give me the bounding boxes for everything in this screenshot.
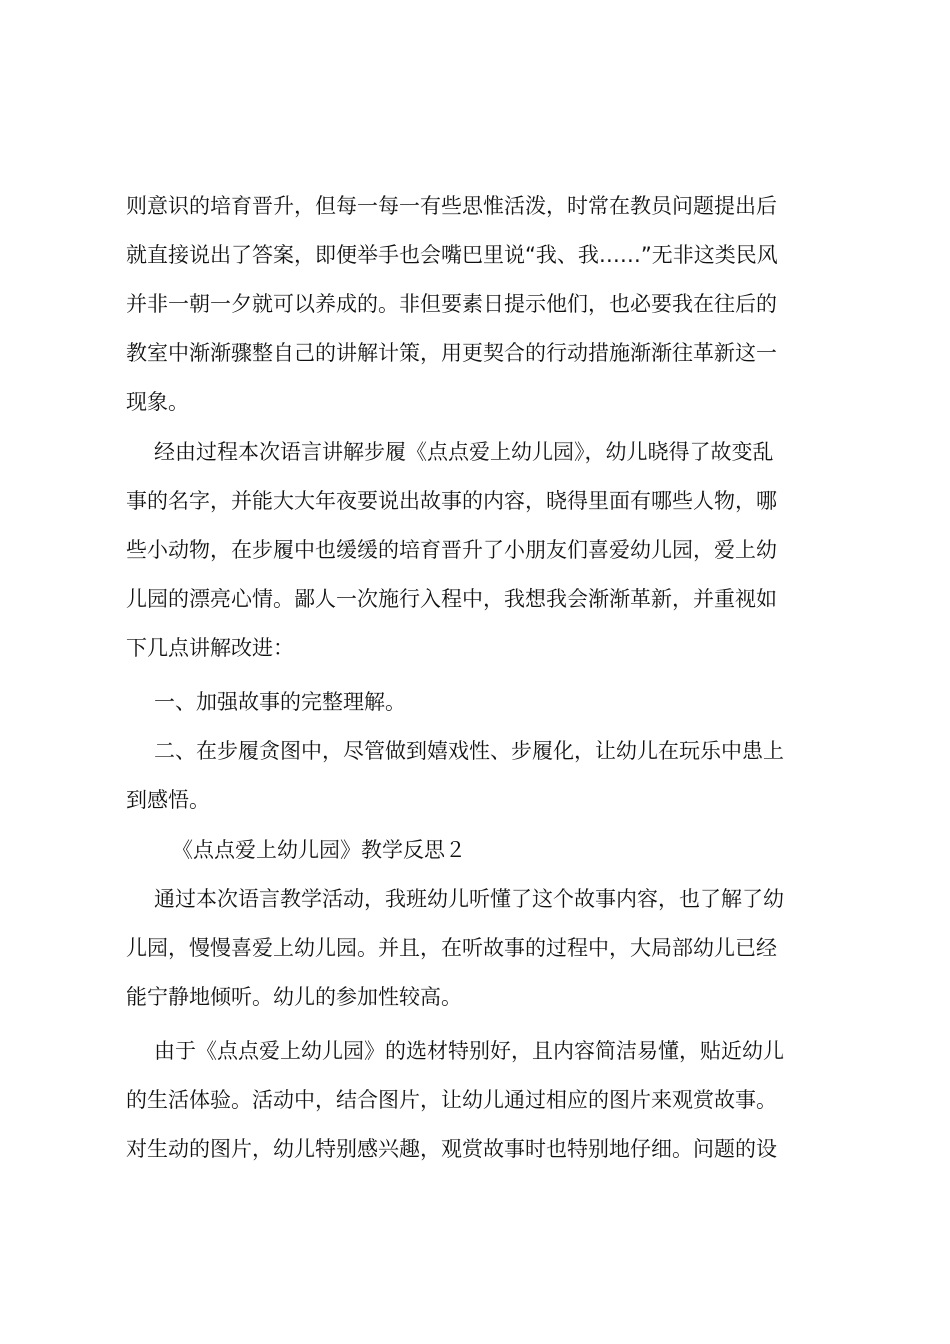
paragraph-4-line: 的生活体验。活动中，结合图片，让幼儿通过相应的图片来观赏故事。 — [126, 1088, 777, 1112]
paragraph-4-line: 对生动的图片，幼儿特别感兴趣，观赏故事时也特别地仔细。问题的设 — [126, 1137, 777, 1161]
paragraph-1-line: 则意识的培育晋升，但每一每一有些思惟活泼，时常在教员问题提出后 — [126, 194, 777, 218]
section-title: 《点点爱上幼儿园》教学反思２ — [172, 838, 466, 862]
paragraph-2-line: 事的名字，并能大大年夜要说出故事的内容，晓得里面有哪些人物，哪 — [126, 489, 777, 513]
point-2-line: 到感悟。 — [126, 788, 210, 812]
paragraph-4-line: 由于《点点爱上幼儿园》的选材特别好，且内容简洁易懂，贴近幼儿 — [154, 1039, 784, 1063]
paragraph-1-line: 并非一朝一夕就可以养成的。非但要素日提示他们，也必要我在往后的 — [126, 292, 777, 316]
paragraph-3-line: 儿园，慢慢喜爱上幼儿园。并且，在听故事的过程中，大局部幼儿已经 — [126, 936, 777, 960]
paragraph-2-line: 些小动物，在步履中也缓缓的培育晋升了小朋友们喜爱幼儿园，爱上幼 — [126, 538, 777, 562]
paragraph-1-line: 就直接说出了答案，即便举手也会嘴巴里说“我、我……”无非这类民风 — [126, 243, 778, 267]
paragraph-3-line: 能宁静地倾听。幼儿的参加性较高。 — [126, 985, 462, 1009]
paragraph-1-line: 现象。 — [126, 390, 189, 414]
paragraph-2-line: 下几点讲解改进： — [126, 636, 294, 660]
paragraph-2-line: 经由过程本次语言讲解步履《点点爱上幼儿园》，幼儿晓得了故变乱 — [154, 440, 774, 464]
point-2-line: 二、在步履贪图中，尽管做到嬉戏性、步履化，让幼儿在玩乐中患上 — [154, 739, 784, 763]
paragraph-2-line: 儿园的漂亮心情。鄙人一次施行入程中，我想我会渐渐革新，并重视如 — [126, 587, 777, 611]
paragraph-3-line: 通过本次语言教学活动，我班幼儿听懂了这个故事内容，也了解了幼 — [154, 887, 784, 911]
paragraph-1-line: 教室中渐渐骤整自己的讲解计策，用更契合的行动措施渐渐往革新这一 — [126, 341, 777, 365]
point-1: 一、加强故事的完整理解。 — [154, 690, 406, 714]
